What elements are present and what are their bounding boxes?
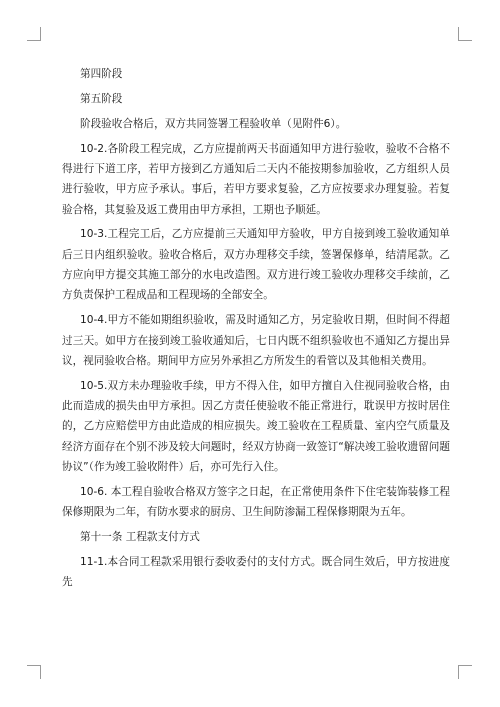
crop-mark-top-right	[458, 27, 472, 41]
paragraph-10-3: 10-3.工程完工后，乙方应提前三天通知甲方验收，甲方自接到竣工验收通知单后三日内组织验收。验收合格后，双方办理移交手续，签署保修单，结清尾款。乙方应向甲方提交其施工部分的水电改造图。双方进行竣工验收办理移交手续前，乙方负责保护工程成品和工程现场的全部安全。	[62, 228, 450, 302]
paragraph-10-5: 10-5.双方未办理验收手续，甲方不得入住，如甲方擅自入住视同验收合格，由此而造成的损失由甲方承担。因乙方责任使验收不能正常进行，耽误甲方按时居住的，乙方应赔偿甲方由此造成的相应损失。竣工验收在工程质量、室内空气质量及经济方面存在个别不涉及较大问题时，经双方协商一致签订“解决竣工验收遗留问题协议”（作为竣工验收附件）后，亦可先行入住。	[62, 379, 450, 473]
paragraph-11-1: 11-1.本合同工程款采用银行委收委付的支付方式。既合同生效后，甲方按进度先	[62, 555, 450, 589]
paragraph-10-6: 10-6. 本工程自验收合格双方签字之日起，在正常使用条件下住宅装饰装修工程保修期限为二年，有防水要求的厨房、卫生间防渗漏工程保修期限为五年。	[62, 485, 450, 519]
paragraph-10-4: 10-4.甲方不能如期组织验收，需及时通知乙方，另定验收日期，但时间不得超过三天。如甲方在接到竣工验收通知后，七日内既不组织验收也不通知乙方提出异议，视同验收合格。期间甲方应另外承担乙方所发生的看管以及其他相关费用。	[62, 314, 450, 367]
paragraph-10-2: 10-2.各阶段工程完成，乙方应提前两天书面通知甲方进行验收，验收不合格不得进行下道工序，若甲方接到乙方通知后二天内不能按期参加验收，乙方组织人员进行验收，甲方应予承认。事后，若甲方要求复验，乙方应按要求办理复验。若复验合格，其复验及返工费用由甲方承担，工期也予顺延。	[62, 142, 450, 216]
article-eleven-heading: 第十一条 工程款支付方式	[80, 530, 200, 543]
stage-five-heading: 第五阶段	[80, 92, 123, 105]
crop-mark-bottom-left	[27, 665, 41, 679]
crop-mark-top-left	[27, 27, 41, 41]
stage-four-heading: 第四阶段	[80, 68, 123, 80]
paragraph-stage-acceptance: 阶段验收合格后，双方共同签署工程验收单（见附件6）。	[80, 117, 347, 130]
crop-mark-bottom-right	[458, 665, 472, 679]
document-body	[62, 64, 450, 597]
